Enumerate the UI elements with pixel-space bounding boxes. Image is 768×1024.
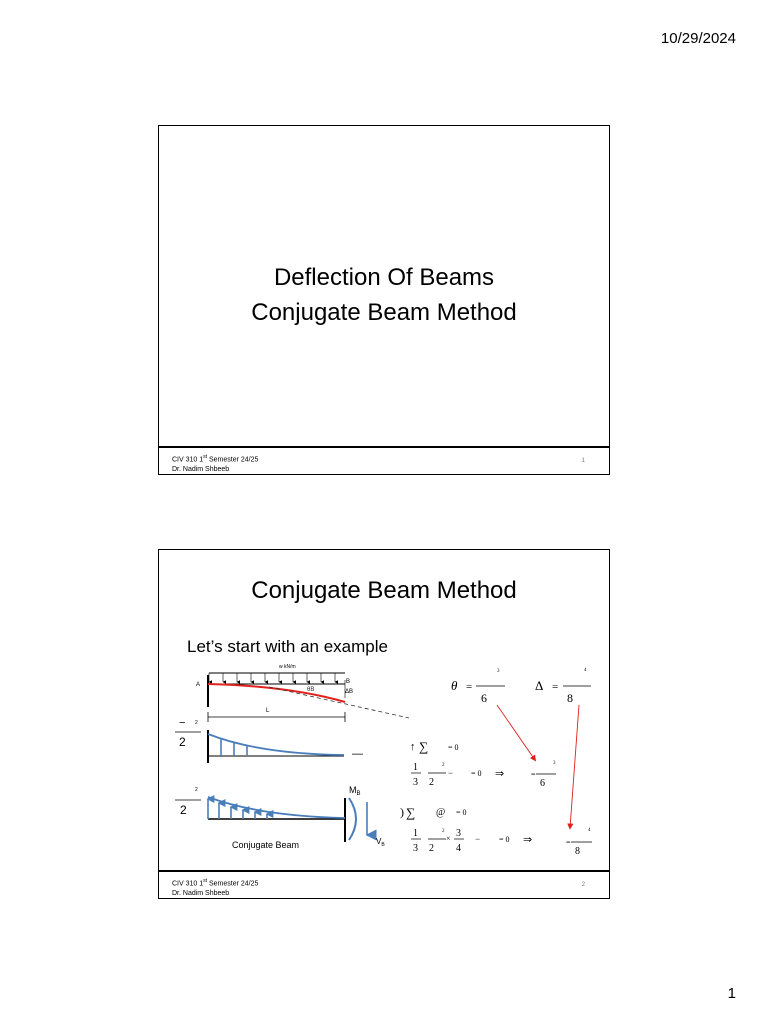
svg-text:= 0: = 0 (448, 743, 459, 752)
slide-footer (159, 446, 609, 474)
svg-text:2: 2 (180, 803, 187, 817)
svg-text:4: 4 (584, 668, 587, 673)
svg-text:2: 2 (195, 787, 198, 793)
svg-text:4: 4 (456, 843, 461, 854)
svg-text:@: @ (436, 807, 446, 818)
delta-b-label: ΔB (345, 689, 354, 695)
footer-info (172, 452, 258, 475)
length-label: L (266, 708, 270, 714)
slide-body (159, 550, 609, 870)
slide-footer (159, 870, 609, 898)
footer-author: Dr. Nadim Shbeeb (172, 890, 230, 898)
svg-text:=: = (531, 770, 536, 779)
page-date: 10/29/2024 (660, 30, 736, 47)
svg-text:= 0: = 0 (499, 835, 510, 844)
svg-text:=: = (466, 681, 473, 693)
slide-title: Conjugate Beam Method (251, 577, 517, 604)
equilibrium-equations (400, 739, 592, 857)
svg-text:↑: ↑ (410, 741, 416, 753)
svg-text:= 0: = 0 (456, 808, 467, 817)
mb-label: $M_B$ (349, 785, 361, 797)
conjugate-beam (175, 785, 385, 850)
svg-text:=: = (566, 838, 571, 847)
svg-text:=: = (552, 681, 559, 693)
svg-text:1: 1 (413, 762, 418, 773)
svg-text:3: 3 (456, 828, 461, 839)
beam-figure (159, 550, 609, 870)
svg-text:6: 6 (481, 691, 487, 705)
vb-label: $V_B$ (376, 837, 385, 848)
red-arrow-delta (570, 705, 579, 828)
real-beam (196, 664, 409, 722)
footer-author: Dr. Nadim Shbeeb (172, 466, 230, 474)
theta-b-label: θB (307, 687, 315, 693)
svg-text:4: 4 (588, 828, 591, 833)
svg-text:2: 2 (179, 735, 186, 749)
svg-text:2: 2 (429, 777, 434, 788)
slide-subtitle: Let’s start with an example (187, 637, 388, 656)
svg-text:−: − (448, 768, 454, 778)
svg-text:8: 8 (575, 846, 580, 857)
svg-text:∑: ∑ (406, 805, 416, 820)
result-formulas (451, 668, 591, 705)
svg-text:3: 3 (553, 761, 556, 766)
svg-text:3: 3 (413, 777, 418, 788)
svg-text:⇒: ⇒ (495, 768, 505, 780)
svg-text:6: 6 (540, 778, 545, 789)
footer-course: CIV 310 1st Semester 24/25 (172, 878, 259, 888)
title-line-2: Conjugate Beam Method (251, 299, 517, 326)
svg-text:⇒: ⇒ (523, 834, 533, 846)
svg-text:θ: θ (451, 678, 458, 693)
conjugate-beam-label: Conjugate Beam (232, 840, 300, 850)
svg-text:2: 2 (429, 843, 434, 854)
footer-info (172, 876, 258, 899)
svg-text:3: 3 (413, 843, 418, 854)
svg-text:×: × (446, 834, 451, 843)
svg-text:2: 2 (442, 763, 445, 768)
slide-body (159, 126, 609, 446)
svg-text:−: − (475, 834, 481, 844)
slide-number: 1 (581, 458, 585, 464)
title-line-1: Deflection Of Beams (273, 264, 495, 291)
svg-text:2: 2 (442, 829, 445, 834)
point-b: B (346, 679, 351, 685)
slide-title (159, 260, 609, 330)
svg-text:∑: ∑ (419, 739, 429, 754)
svg-text:Δ: Δ (535, 678, 544, 693)
red-arrow-theta (497, 705, 535, 760)
slide-number: 2 (581, 882, 585, 888)
svg-text:2: 2 (195, 720, 198, 726)
slide-2 (158, 549, 610, 899)
svg-text:3: 3 (497, 669, 500, 674)
slide-1 (158, 125, 610, 475)
svg-text:): ) (400, 805, 404, 819)
svg-text:= 0: = 0 (471, 769, 482, 778)
footer-course: CIV 310 1st Semester 24/25 (172, 454, 259, 464)
point-a: A (196, 682, 201, 688)
svg-text:1: 1 (413, 828, 418, 839)
svg-text:8: 8 (567, 691, 573, 705)
dash-label: — (352, 748, 363, 760)
page-number: 1 (727, 985, 736, 1002)
moment-diagram (175, 717, 363, 763)
load-label: w kN/m (279, 664, 296, 670)
minus-sign: − (179, 717, 186, 729)
